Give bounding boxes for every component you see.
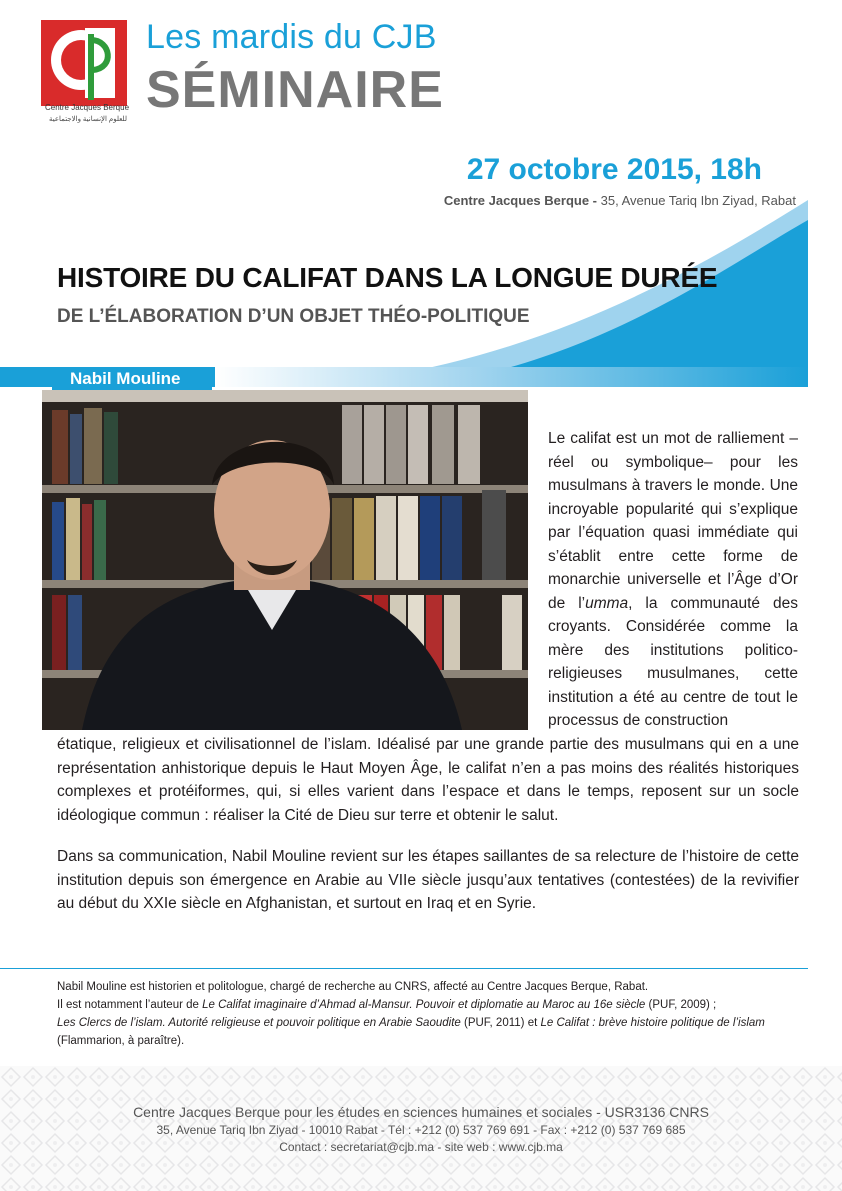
bio-book-title: Les Clercs de l’islam. Autorité religieuse et pouvoir politique en Arabie Saoudite — [57, 1017, 461, 1029]
venue-name: Centre Jacques Berque - — [443, 193, 597, 208]
speaker-bio — [57, 978, 817, 1050]
bio-line-4: (Flammarion, à paraître). — [57, 1035, 185, 1047]
series-title: Les mardis du CJB — [146, 18, 437, 56]
speaker-name: Nabil Mouline — [52, 367, 212, 390]
talk-subtitle: DE L’ÉLABORATION D’UN OBJET THÉO-POLITIQUE — [57, 306, 530, 327]
bio-line-3 — [57, 1014, 817, 1032]
communication-paragraph: Dans sa communication, Nabil Mouline revient sur les étapes saillantes de sa relecture de l’histoire de cette institution depuis son émergence en Arabie au VIIe siècle jusqu’aux tentatives (contestées) de la revivifier au début du XXIe siècle en Afghanistan, et surtout en Iraq et en Syrie. — [57, 848, 799, 912]
bio-text: (PUF, 2011) et — [460, 1017, 541, 1029]
intro-paragraph-continued: étatique, religieux et civilisationnel de l’islam. Idéalisé par une grande partie des musulmans qui en a une représentation anhistorique depuis le Haut Moyen Âge, le califat n’en a pas moins des réalités historiques complexes et protéiformes, qui, si elles varient dans l’espace et dans le temps, reposent sur un socle idéologique commun : réaliser la Cité de Dieu sur terre et obtenir le salut. — [57, 736, 799, 824]
speaker-photo — [42, 390, 528, 730]
logo-arabic-caption: للعلوم الإنسانية والاجتماعية — [48, 116, 128, 123]
section-divider — [0, 968, 808, 969]
intro-text-part1: Le califat est un mot de ralliement –réel ou symbolique– pour les musulmans à travers le monde. Une incroyable popularité qui s’explique par l’équation quasi immédiate qui s’établit entre cette forme de monarchie universelle et l’Âge d’Or de l’ — [548, 430, 798, 612]
intro-text-part2: , la communauté des croyants. Considérée comme la mère des institutions politico-religieuses musulmanes, cette institution a été au centre de tout le processus de construction — [548, 594, 798, 729]
event-date: 27 octobre 2015, 18h — [466, 153, 762, 186]
bio-text: (PUF, 2009) ; — [645, 999, 717, 1011]
cjb-logo — [41, 20, 127, 106]
talk-title: HISTOIRE DU CALIFAT DANS LA LONGUE DURÉE — [57, 262, 718, 293]
footer — [0, 1104, 842, 1154]
event-kind: SÉMINAIRE — [146, 61, 444, 119]
bio-book-title: Le Califat imaginaire d’Ahmad al-Mansur. Pouvoir et diplomatie au Maroc au 16e siècle — [202, 999, 646, 1011]
footer-address: 35, Avenue Tariq Ibn Ziyad - 10010 Rabat - Tél : +212 (0) 537 769 691 - Fax : +212 (0) 537 769 685 — [156, 1123, 686, 1137]
footer-institution: Centre Jacques Berque pour les études en sciences humaines et sociales - USR3136 CNRS — [133, 1104, 709, 1120]
bio-line-2 — [57, 996, 817, 1014]
bio-line-1: Nabil Mouline est historien et politologue, chargé de recherche au CNRS, affecté au Centre Jacques Berque, Rabat. — [57, 981, 649, 993]
footer-contact: Contact : secretariat@cjb.ma - site web : www.cjb.ma — [279, 1140, 563, 1154]
intro-paragraph-column — [548, 427, 798, 733]
bio-book-title: Le Califat : brève histoire politique de l’islam — [540, 1017, 765, 1029]
bio-text: Il est notamment l’auteur de — [57, 999, 203, 1011]
umma-term: umma — [585, 594, 629, 612]
logo-caption: Centre Jacques Berque — [44, 103, 130, 112]
venue-address: 35, Avenue Tariq Ibn Ziyad, Rabat — [597, 193, 796, 208]
